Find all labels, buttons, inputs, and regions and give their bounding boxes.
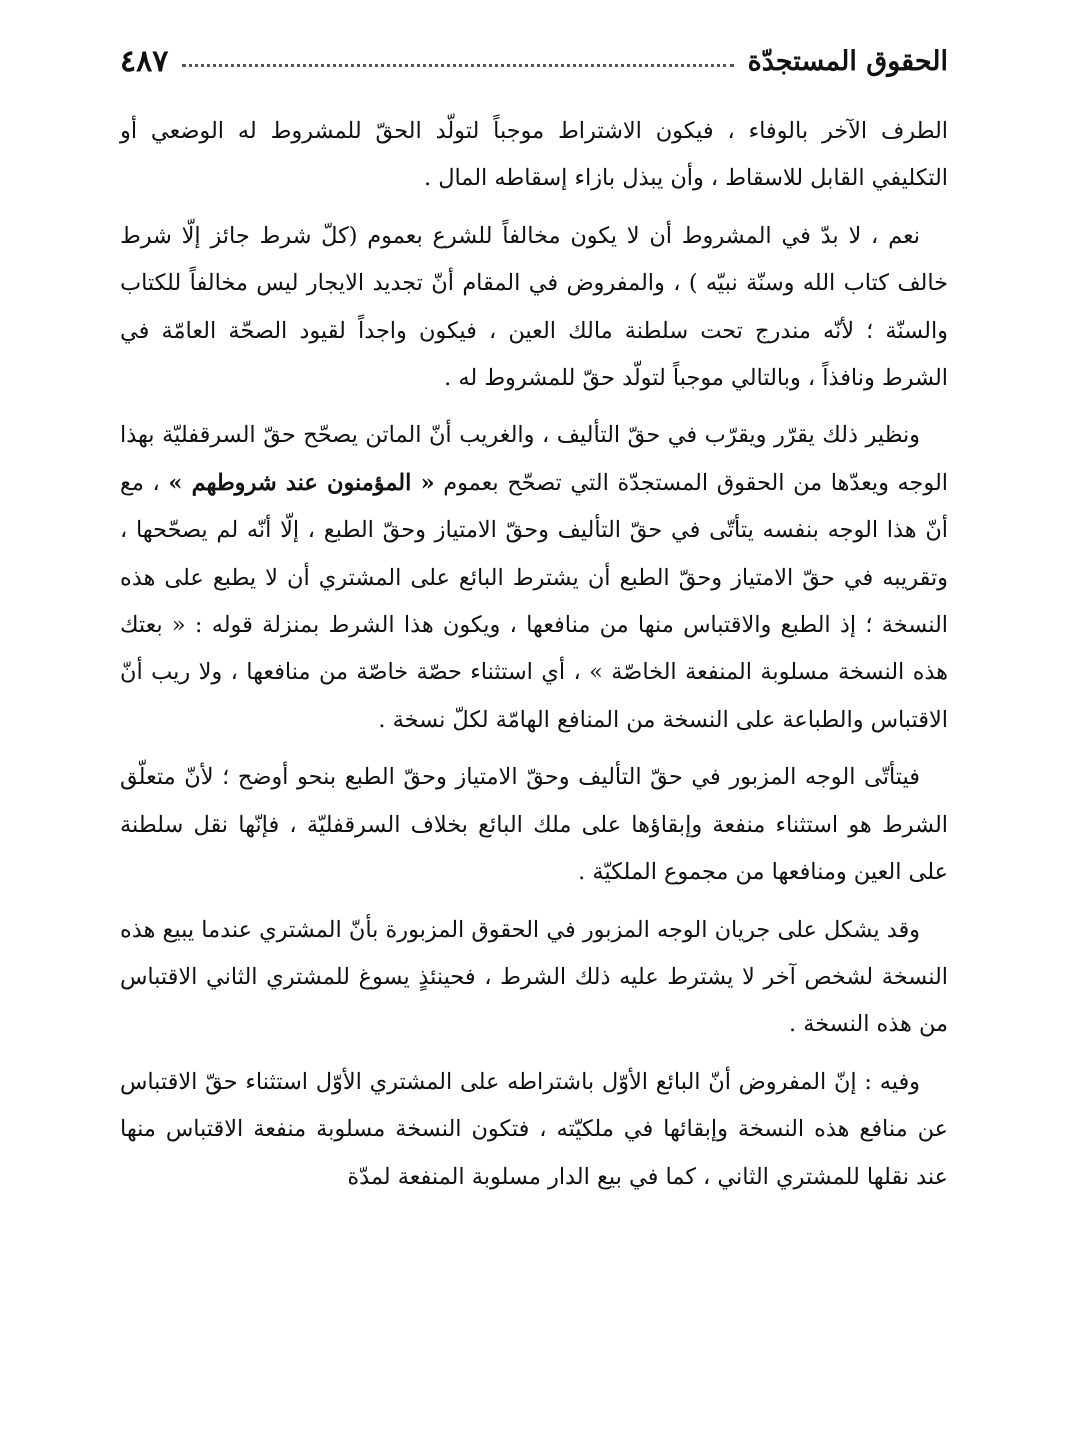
hadith-quote: « المؤمنون عند شروطهم »	[168, 469, 435, 496]
paragraph-text: ونظير ذلك يقرّر ويقرّب في حقّ التأليف ، والغريب أنّ الماتن يصحّح حقّ السرقفليّة بهذا الوجه ويعدّها من الحقوق المستجدّة التي تصحّح بعموم	[120, 422, 948, 496]
paragraph-text: نعم ، لا بدّ في المشروط أن لا يكون مخالفاً للشرع بعموم (كلّ شرط جائز إلّا شرط خالف كتاب الله وسنّة نبيّه ) ، والمفروض في المقام أنّ تجديد الايجار ليس مخالفاً للكتاب والسنّة ؛ لأنّه مندرج تحت سلطنة مالك العين ، فيكون واجداً لقيود الصحّة العامّة في الشرط ونافذاً ، وبالتالي موجباً لتولّد حقّ للمشروط له .	[120, 222, 948, 392]
paragraph-text: الطرف الآخر بالوفاء ، فيكون الاشتراط موجباً لتولّد الحقّ للمشروط له الوضعي أو التكليفي القابل للاسقاط ، وأن يبذل بازاء إسقاطه المال .	[120, 118, 948, 192]
paragraph-text: وفيه : إنّ المفروض أنّ البائع الأوّل باشتراطه على المشتري الأوّل استثناء حقّ الاقتباس عن منافع هذه النسخة وإبقائها في ملكيّته ، فتكون النسخة مسلوبة منفعة الاقتباس منها عند نقلها للمشتري الثاني ، كما في بيع الدار مسلوبة المنفعة لمدّة	[120, 1068, 948, 1190]
paragraph-text: فيتأتّى الوجه المزبور في حقّ التأليف وحقّ الامتياز وحقّ الطبع بنحو أوضح ؛ لأنّ متعلّق الشرط هو استثناء منفعة وإبقاؤها على ملك البائع بخلاف السرقفليّة ، فإنّها نقل سلطنة على العين ومنافعها من مجموع الملكيّة .	[120, 764, 948, 886]
paragraph-6	[120, 1059, 948, 1201]
paragraph-5	[120, 907, 948, 1049]
paragraph-1	[120, 108, 948, 203]
running-header	[120, 36, 948, 86]
paragraph-text: ، مع أنّ هذا الوجه بنفسه يتأتّى في حقّ التأليف وحقّ الامتياز وحقّ الطبع ، إلّا أنّه لم يصحّحها ، وتقريبه في حقّ الامتياز وحقّ الطبع أن يشترط البائع على المشتري أن لا يطبع على هذه النسخة ؛ إذ الطبع والاقتباس منها من منافعها ، ويكون هذا الشرط بمنزلة قوله : « بعتك هذه النسخة مسلوبة المنفعة الخاصّة » ، أي استثناء حصّة خاصّة من منافعها ، ولا ريب أنّ الاقتباس والطباعة على النسخة من المنافع الهامّة لكلّ نسخة .	[120, 469, 948, 733]
paragraph-text: وقد يشكل على جريان الوجه المزبور في الحقوق المزبورة بأنّ المشتري عندما يبيع هذه النسخة لشخص آخر لا يشترط عليه ذلك الشرط ، فحينئذٍ يسوغ للمشتري الثاني الاقتباس من هذه النسخة .	[120, 916, 948, 1038]
header-dotted-leader	[182, 64, 733, 67]
paragraph-3	[120, 412, 948, 744]
body-text	[120, 108, 948, 1201]
header-title: الحقوق المستجدّة	[747, 45, 948, 77]
book-page	[120, 36, 948, 1211]
paragraph-4	[120, 754, 948, 896]
page-number: ٤٨٧	[120, 43, 169, 79]
paragraph-2	[120, 213, 948, 403]
